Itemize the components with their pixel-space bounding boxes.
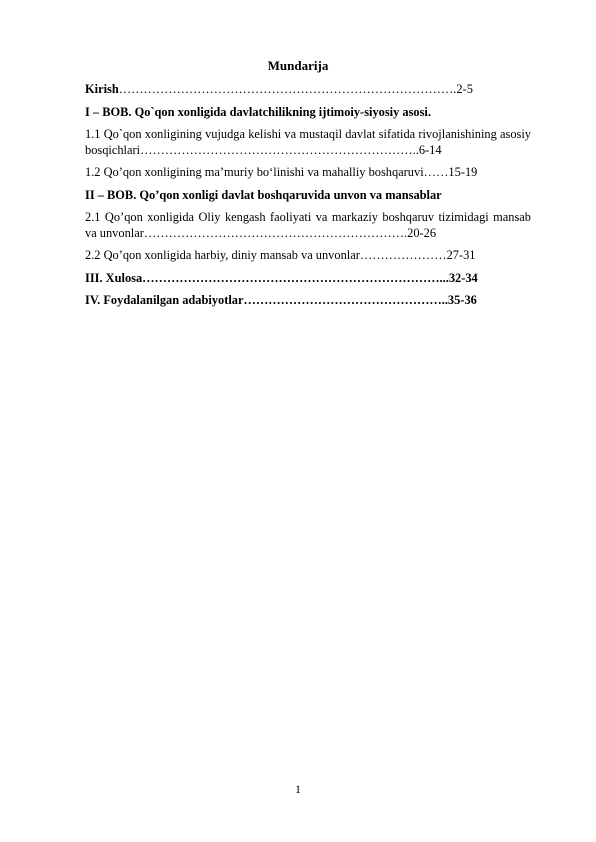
toc-entry-label: 1.2 Qo’qon xonligining ma’muriy bo‘linishi va mahalliy boshqaruvi	[85, 165, 424, 179]
toc-entry-references	[85, 293, 531, 309]
table-of-contents	[85, 82, 531, 316]
toc-entry-pages: ……………………………………………………….20-26	[143, 225, 437, 240]
toc-entry-chapter-2	[85, 188, 531, 204]
toc-entry-section-2-1	[85, 210, 531, 241]
toc-entry-chapter-1	[85, 105, 531, 121]
toc-entry-label: III. Xulosa	[85, 270, 143, 285]
toc-entry-introduction	[85, 82, 531, 98]
toc-entry-pages: ………………………………………………………………...32-34	[142, 270, 478, 285]
toc-entry-label: Kirish	[85, 82, 119, 96]
toc-entry-label: II – BOB. Qo’qon xonligi davlat boshqaruvida unvon va mansablar	[85, 187, 442, 202]
toc-entry-pages: ……15-19	[423, 165, 478, 179]
page-title: Mundarija	[267, 58, 329, 73]
toc-entry-label: IV. Foydalanilgan adabiyotlar	[85, 293, 244, 307]
toc-entry-pages: ……………………………………………………………………….2-5	[118, 82, 473, 96]
toc-entry-pages: …………………………………………………………..6-14	[140, 142, 442, 157]
toc-entry-label: 1.1 Qo`qon xonligining vujudga kelishi va mustaqil davlat sifatida rivojlanishining asosiy bosqichlari	[85, 127, 531, 157]
toc-entry-section-1-2	[85, 165, 531, 181]
toc-entry-conclusion	[85, 271, 531, 287]
toc-entry-label: 2.1 Qo’qon xonligida Oliy kengash faoliyati va markaziy boshqaruv tizimidagi mansab va unvonlar	[85, 210, 531, 240]
page-number: 1	[295, 782, 301, 796]
toc-entry-label: 2.2 Qo’qon xonligida harbiy, diniy mansab va unvonlar	[85, 248, 360, 262]
toc-entry-label: I – BOB. Qo`qon xonligida davlatchilikning ijtimoiy-siyosiy asosi.	[85, 104, 431, 119]
toc-entry-section-1-1	[85, 127, 531, 158]
toc-entry-section-2-2	[85, 248, 531, 264]
toc-entry-pages: …………………27-31	[359, 248, 476, 262]
toc-entry-pages: …………………………………………..35-36	[243, 293, 477, 307]
